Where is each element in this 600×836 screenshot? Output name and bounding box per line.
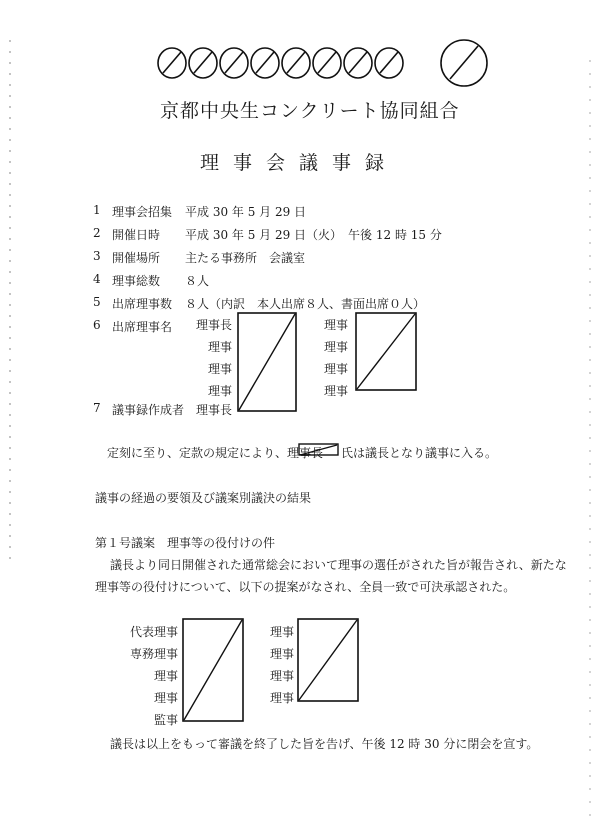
agenda-right-role-4: 理事 (270, 691, 295, 705)
attendee-right-role-3: 理事 (324, 362, 349, 376)
redacted-names-box (355, 312, 419, 394)
doc-title: 理事会議事録 (200, 152, 399, 174)
agenda-right-role-3: 理事 (270, 669, 295, 683)
attendee-left-role-3: 理事 (208, 362, 233, 376)
item-2-label: 開催日時 (112, 228, 161, 242)
seal-stamps-row (150, 38, 495, 90)
agenda-body-line-1: 議長より同日開催された通常総会において理事の選任がされた旨が報告され、新たな (110, 558, 567, 572)
attendee-right-role-4: 理事 (324, 384, 349, 398)
attendee-right-role-2: 理事 (324, 340, 349, 354)
item-2-value: 平成 30 年 5 月 29 日（火） 午後 12 時 15 分 (185, 228, 442, 242)
agenda-left-role-3: 理事 (154, 669, 179, 683)
item-5-value: ８人（内訳 本人出席８人、書面出席０人） (185, 297, 426, 311)
item-4-label: 理事総数 (112, 274, 161, 288)
redacted-chair-name (298, 443, 340, 457)
chair-sentence-after: 氏は議長となり議事に入る。 (341, 446, 498, 460)
proceedings-heading: 議事の経過の要領及び議案別議決の結果 (95, 491, 312, 505)
attendee-left-role-4: 理事 (208, 384, 233, 398)
item-7-number: 7 (93, 401, 101, 415)
item-1-value: 平成 30 年 5 月 29 日 (185, 205, 307, 219)
item-5-label: 出席理事数 (112, 297, 173, 311)
chair-sentence-before: 定刻に至り、定款の規定により、理事長 (107, 446, 324, 460)
item-3-label: 開催場所 (112, 251, 161, 265)
agenda-body-line-2: 理事等の役付けについて、以下の提案がなされ、全員一致で可決承認された。 (95, 580, 516, 594)
agenda-heading: 第１号議案 理事等の役付けの件 (95, 536, 276, 550)
agenda-left-role-4: 理事 (154, 691, 179, 705)
closing-statement: 議長は以上をもって審議を終了した旨を告げ、午後 12 時 30 分に閉会を宣す。 (110, 737, 539, 751)
item-6-number: 6 (93, 318, 101, 332)
attendee-left-role-1: 理事長 (196, 318, 233, 332)
attendee-left-role-2: 理事 (208, 340, 233, 354)
item-1-number: 1 (93, 203, 101, 217)
item-3-number: 3 (93, 249, 101, 263)
agenda-left-role-1: 代表理事 (130, 625, 179, 639)
item-6-label: 出席理事名 (112, 320, 173, 334)
org-name: 京都中央生コンクリート協同組合 (160, 100, 460, 122)
item-1-label: 理事会招集 (112, 205, 173, 219)
agenda-right-role-2: 理事 (270, 647, 295, 661)
item-7-role: 理事長 (196, 403, 233, 417)
item-5-number: 5 (93, 295, 101, 309)
redacted-names-box (182, 618, 246, 724)
item-7-label: 議事録作成者 (112, 403, 185, 417)
redacted-names-box (297, 618, 361, 704)
item-3-value: 主たる事務所 会議室 (185, 251, 306, 265)
agenda-left-role-5: 監事 (154, 713, 179, 727)
attendee-right-role-1: 理事 (324, 318, 349, 332)
item-4-value: ８人 (185, 274, 210, 288)
item-2-number: 2 (93, 226, 101, 240)
agenda-left-role-2: 専務理事 (130, 647, 179, 661)
redacted-names-box (237, 312, 299, 414)
agenda-right-role-1: 理事 (270, 625, 295, 639)
item-4-number: 4 (93, 272, 101, 286)
